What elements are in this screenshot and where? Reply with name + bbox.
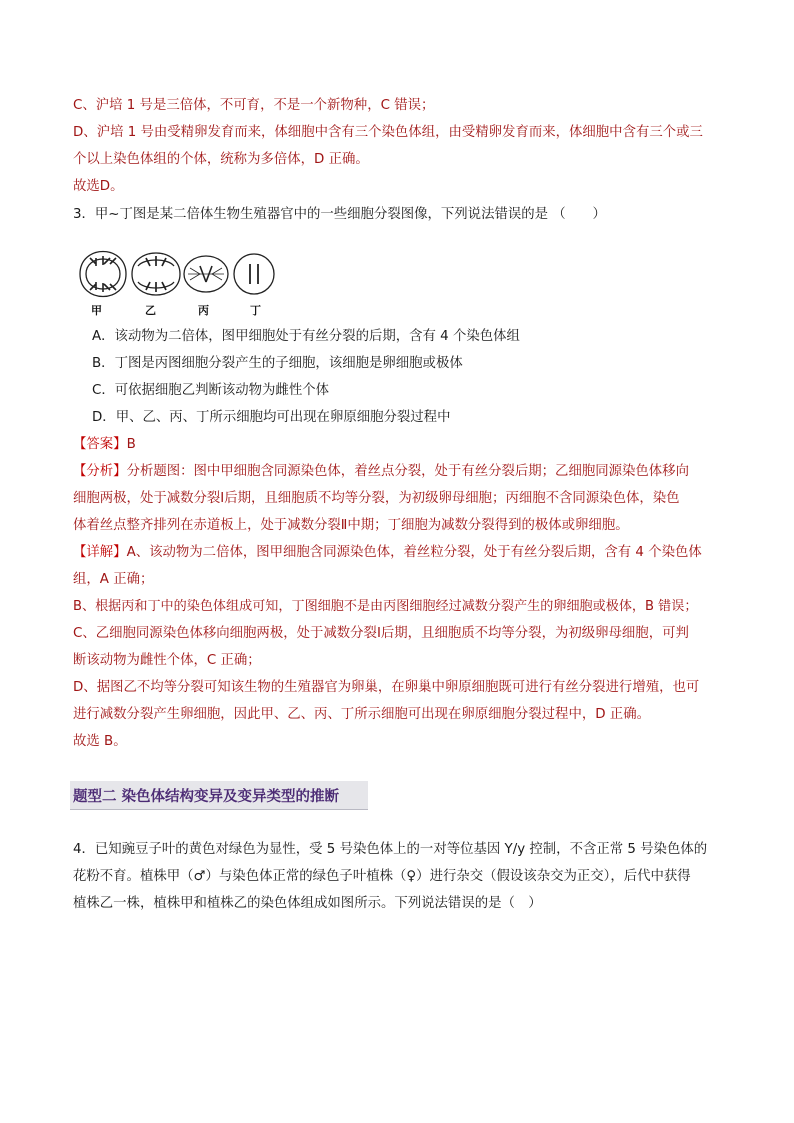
answer-value: B: [126, 437, 136, 452]
detail-line-6: D、据图乙不均等分裂可知该生物的生殖器官为卵巢，在卵巢中卵原细胞既可进行有丝分裂进行增殖，也可: [73, 680, 700, 695]
answer-line: [73, 435, 723, 455]
option-c: C．可依据细胞乙判断该动物为雌性个体: [92, 383, 329, 398]
cell-yi-diagram: [132, 253, 180, 295]
question3-stem: 3．甲~丁图是某二倍体生物生殖器官中的一些细胞分裂图像，下列说法错误的是 （ ）: [73, 207, 606, 222]
detail-text-1: A、该动物为二倍体，图甲细胞含同源染色体，着丝粒分裂，处于有丝分裂后期，含有 4 个染色体: [126, 545, 702, 560]
explanation-choose: 故选D。: [73, 179, 124, 194]
analysis-line-1: [73, 462, 723, 482]
figure-label-yi: 乙: [145, 304, 156, 317]
detail-line-7: 进行减数分裂产生卵细胞，因此甲、乙、丙、丁所示细胞可出现在卵原细胞分裂过程中，D 正确。: [73, 707, 650, 722]
explanation-line-d2: 个以上染色体组的个体，统称为多倍体，D 正确。: [73, 152, 369, 167]
detail-line-2: 组，A 正确；: [73, 572, 154, 587]
figure-label-jia: 甲: [91, 304, 102, 317]
explanation-line-d1: D、沪培 1 号由受精卵发育而来，体细胞中含有三个染色体组，由受精卵发育而来，体细胞中含有三个或三: [73, 125, 703, 140]
detail-line-5: 断该动物为雌性个体，C 正确；: [73, 653, 261, 668]
figure-label-bing: 丙: [198, 304, 209, 317]
question4-line-3: 植株乙一株，植株甲和植株乙的染色体组成如图所示。下列说法错误的是（ ）: [73, 896, 542, 911]
detail-line-8: 故选 B。: [73, 734, 127, 749]
detail-line-1: [73, 543, 723, 563]
section-heading-bar: [70, 781, 368, 810]
analysis-line-2: 细胞两极，处于减数分裂Ⅰ后期，且细胞质不均等分裂，为初级卵母细胞；丙细胞不含同源染色体，染色: [73, 491, 680, 506]
question4-line-1: 4．已知豌豆子叶的黄色对绿色为显性，受 5 号染色体上的一对等位基因 Y/y 控制，不含正常 5 号染色体的: [73, 842, 708, 857]
analysis-text-1: 分析题图：图中甲细胞含同源染色体，着丝点分裂，处于有丝分裂后期；乙细胞同源染色体移向: [126, 464, 689, 479]
cell-bing-diagram: [184, 256, 228, 292]
cell-ding-diagram: [234, 254, 274, 294]
cell-jia-diagram: [80, 252, 126, 297]
figure-label-ding: 丁: [250, 304, 261, 317]
analysis-line-3: 体着丝点整齐排列在赤道板上，处于减数分裂Ⅱ中期；丁细胞为减数分裂得到的极体或卵细胞。: [73, 518, 629, 533]
section-title: 题型二 染色体结构变异及变异类型的推断: [73, 789, 340, 805]
detail-line-4: C、乙细胞同源染色体移向细胞两极，处于减数分裂Ⅰ后期，且细胞质不均等分裂，为初级卵母细胞，可判: [73, 626, 689, 641]
explanation-line-c: C、沪培 1 号是三倍体，不可育，不是一个新物种，C 错误；: [73, 98, 435, 113]
detail-line-3: B、根据丙和丁中的染色体组成可知，丁图细胞不是由丙图细胞经过减数分裂产生的卵细胞或极体，B 错误；: [73, 599, 698, 614]
detail-tag: 【详解】: [73, 545, 127, 560]
question4-line-2: 花粉不育。植株甲（♂）与染色体正常的绿色子叶植株（♀）进行杂交（假设该杂交为正交），后代中获得: [73, 869, 691, 884]
answer-tag: 【答案】: [73, 437, 127, 452]
option-b: B．丁图是丙图细胞分裂产生的子细胞，该细胞是卵细胞或极体: [92, 356, 463, 371]
option-a: A．该动物为二倍体，图甲细胞处于有丝分裂的后期，含有 4 个染色体组: [92, 329, 520, 344]
analysis-tag: 【分析】: [73, 464, 127, 479]
option-d: D．甲、乙、丙、丁所示细胞均可出现在卵原细胞分裂过程中: [92, 410, 451, 425]
